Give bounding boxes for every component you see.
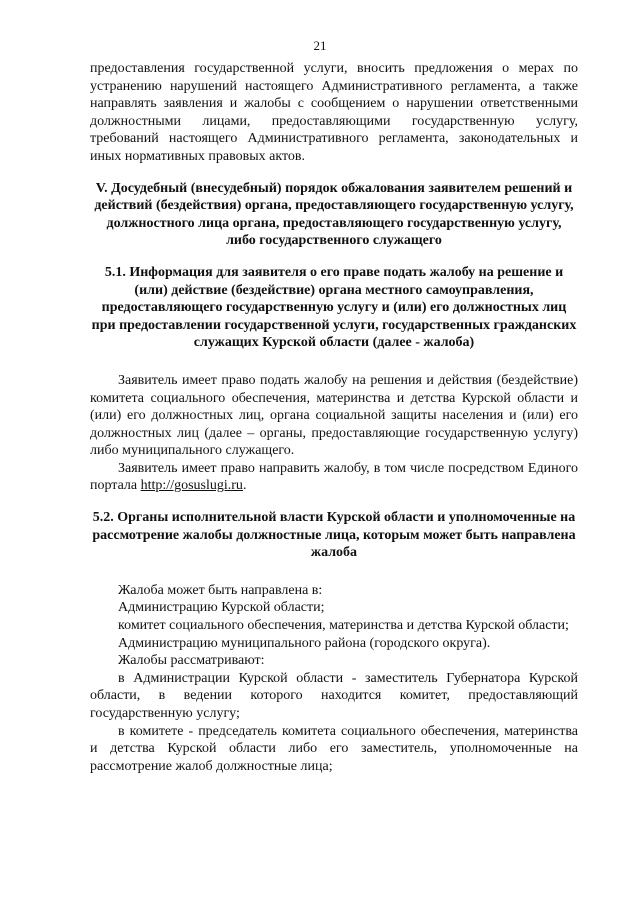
section-heading: V. Досудебный (внесудебный) порядок обжалования заявителем решений и действий (бездействия) органа, предоставляющего государственную услугу, должностного лица органа, предоставляющего государственную услугу, либо государственного служащего [94,180,574,249]
paragraph-complaints-reviewed: Жалобы рассматривают: [118,653,265,669]
paragraph-portal-end: . [242,478,247,494]
page-number: 21 [313,38,327,53]
paragraph-admin-region: Администрацию Курской области; [118,600,325,616]
paragraph-deputy-governor: в Администрации Курской области - заместитель Губернатора Курской области, в ведении которого находится комитет, предоставляющий государственную услугу; [90,670,578,721]
paragraph-municipal-admin: Администрацию муниципального района (городского округа). [118,635,491,651]
paragraph-portal [90,460,578,495]
document-body [90,60,578,775]
paragraph-portal-text: Заявитель имеет право направить жалобу, в том числе посредством Единого портала [90,460,578,494]
subsection-heading-5-1: 5.1. Информация для заявителя о его праве подать жалобу на решение и (или) действие (бездействие) органа местного самоуправления, предоставляющего государственную услугу и (или) его должностных лиц при предоставлении государственной услуги, государственных гражданских служащих Курской области (далее - жалоба) [91,264,577,351]
paragraph-committee-chair: в комитете - председатель комитета социального обеспечения, материнства и детства Курской области либо его заместитель, уполномоченные на рассмотрение жалоб должностные лица; [90,723,578,774]
paragraph-committee: комитет социального обеспечения, материнства и детства Курской области; [118,618,569,634]
portal-link[interactable]: http://gosuslugi.ru [140,478,243,494]
paragraph-right-to-complain: Заявитель имеет право подать жалобу на решения и действия (бездействие) комитета социального обеспечения, материнства и детства Курской области и (или) его должностных лиц, органа социальной защиты населения и (или) его должностных лиц (далее – органы, предоставляющие государственную услугу) либо муниципального служащего. [90,372,578,459]
subsection-heading-5-2: 5.2. Органы исполнительной власти Курской области и уполномоченные на рассмотрение жалобы должностные лица, которым может быть направлена жалоба [92,510,576,561]
paragraph-complaint-sent-to: Жалоба может быть направлена в: [118,582,323,598]
intro-paragraph: предоставления государственной услуги, вносить предложения о мерах по устранению нарушений настоящего Административного регламента, а также направлять заявления и жалобы с сообщением о нарушении ответственными должностными лицами, предоставляющими государственную услугу, требований настоящего Административного регламента, законодательных и иных нормативных правовых актов. [90,61,578,164]
